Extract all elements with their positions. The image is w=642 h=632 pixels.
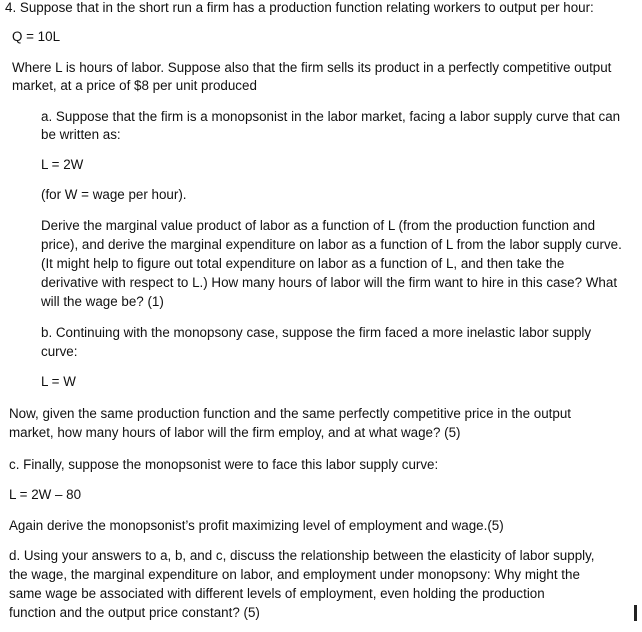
part-b-supply-curve: L = W	[41, 374, 76, 389]
part-b-body-line-2: market, how many hours of labor will the firm employ, and at what wage? (5)	[9, 425, 461, 440]
part-a-note: (for W = wage per hour).	[41, 187, 187, 202]
part-c-line-1: c. Finally, suppose the monopsonist were to face this labor supply curve:	[9, 457, 439, 472]
text-cursor	[634, 605, 637, 621]
part-a-body-line-4: derivative with respect to L.) How many hours of labor will the firm want to hire in this case? What	[41, 275, 618, 290]
part-d-line-4: function and the output price constant? (5)	[9, 605, 260, 620]
part-a-body-line-2: price), and derive the marginal expenditure on labor as a function of L from the labor supply curve.	[41, 237, 622, 252]
part-c-body-line-1: Again derive the monopsonist’s profit maximizing level of employment and wage.(5)	[9, 518, 504, 533]
part-d-line-3: same wage be associated with different levels of employment, even holding the production	[9, 586, 545, 601]
part-b-line-2: curve:	[41, 344, 78, 359]
part-a-supply-curve: L = 2W	[41, 157, 84, 172]
part-a-body-line-3: (It might help to figure out total expenditure on labor as a function of L, and then take the	[41, 256, 565, 271]
part-a-body-line-5: will the wage be? (1)	[41, 294, 164, 309]
part-d-line-2: the wage, the marginal expenditure on labor, and employment under monopsony: Why might the	[9, 567, 580, 582]
production-function: Q = 10L	[12, 29, 61, 44]
part-a-body-line-1: Derive the marginal value product of labor as a function of L (from the production function and	[41, 218, 596, 233]
part-d-line-1: d. Using your answers to a, b, and c, discuss the relationship between the elasticity of labor supply,	[9, 548, 595, 563]
part-c-supply-curve: L = 2W – 80	[9, 487, 82, 502]
intro-text-line-2: market, at a price of $8 per unit produced	[12, 78, 257, 93]
part-a-line-2: be written as:	[41, 127, 121, 142]
part-b-body-line-1: Now, given the same production function and the same perfectly competitive price in the output	[9, 406, 571, 421]
part-b-line-1: b. Continuing with the monopsony case, suppose the firm faced a more inelastic labor supply	[41, 325, 592, 340]
part-a-line-1: a. Suppose that the firm is a monopsonist in the labor market, facing a labor supply curve that can	[41, 109, 621, 124]
question-heading: 4. Suppose that in the short run a firm has a production function relating workers to output per hour:	[5, 0, 594, 15]
intro-text-line-1: Where L is hours of labor. Suppose also that the firm sells its product in a perfectly competitive output	[12, 60, 612, 75]
